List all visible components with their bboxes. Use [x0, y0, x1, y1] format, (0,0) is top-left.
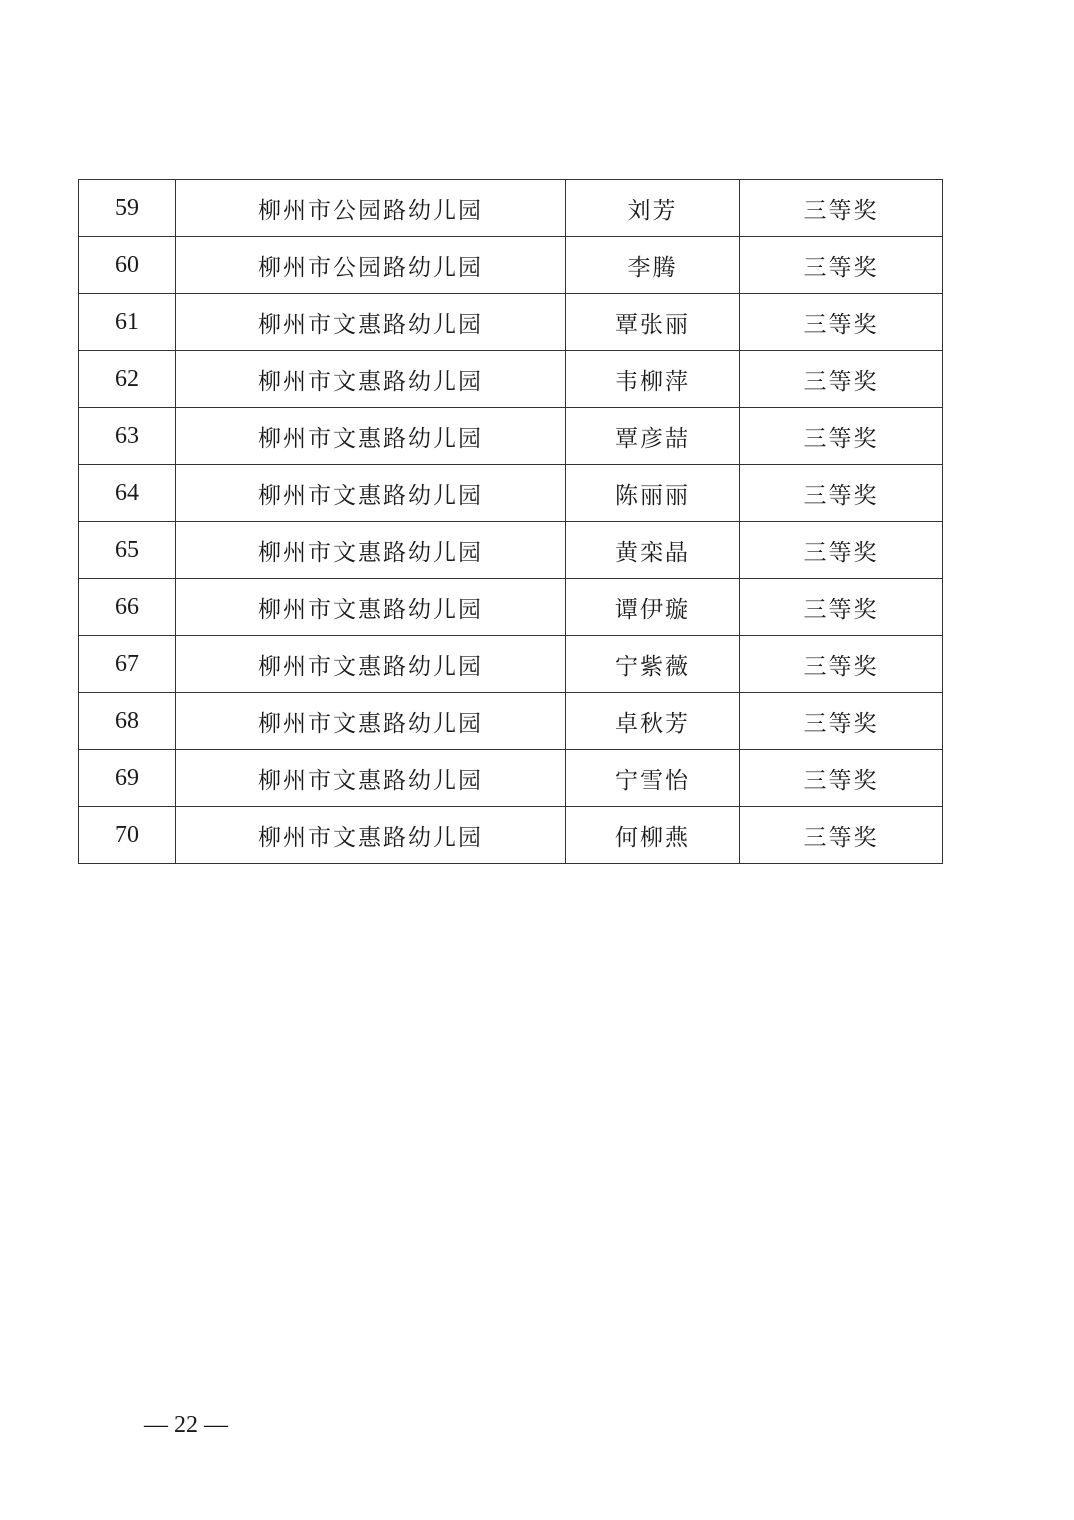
unit-name: 柳州市文惠路幼儿园: [176, 807, 566, 864]
unit-name: 柳州市公园路幼儿园: [176, 237, 566, 294]
award-level: 三等奖: [740, 465, 943, 522]
person-name: 谭伊璇: [566, 579, 740, 636]
person-name: 宁雪怡: [566, 750, 740, 807]
table-row: [79, 693, 943, 750]
unit-name: 柳州市文惠路幼儿园: [176, 579, 566, 636]
award-level: 三等奖: [740, 579, 943, 636]
unit-name: 柳州市文惠路幼儿园: [176, 294, 566, 351]
row-number: 64: [79, 465, 176, 522]
person-name: 陈丽丽: [566, 465, 740, 522]
table-row: [79, 465, 943, 522]
unit-name: 柳州市文惠路幼儿园: [176, 351, 566, 408]
person-name: 何柳燕: [566, 807, 740, 864]
award-level: 三等奖: [740, 750, 943, 807]
award-level: 三等奖: [740, 636, 943, 693]
table-row: [79, 750, 943, 807]
row-number: 62: [79, 351, 176, 408]
table-row: [79, 408, 943, 465]
table-row: [79, 180, 943, 237]
table-row: [79, 294, 943, 351]
award-level: 三等奖: [740, 294, 943, 351]
unit-name: 柳州市文惠路幼儿园: [176, 750, 566, 807]
award-level: 三等奖: [740, 237, 943, 294]
table-row: [79, 579, 943, 636]
table-row: [79, 522, 943, 579]
table-row: [79, 237, 943, 294]
person-name: 李腾: [566, 237, 740, 294]
award-level: 三等奖: [740, 693, 943, 750]
unit-name: 柳州市文惠路幼儿园: [176, 408, 566, 465]
row-number: 69: [79, 750, 176, 807]
award-table-body: [79, 180, 943, 864]
row-number: 60: [79, 237, 176, 294]
award-level: 三等奖: [740, 180, 943, 237]
person-name: 覃彦喆: [566, 408, 740, 465]
unit-name: 柳州市文惠路幼儿园: [176, 522, 566, 579]
person-name: 黄栾晶: [566, 522, 740, 579]
unit-name: 柳州市文惠路幼儿园: [176, 693, 566, 750]
table-row: [79, 351, 943, 408]
person-name: 卓秋芳: [566, 693, 740, 750]
person-name: 韦柳萍: [566, 351, 740, 408]
row-number: 63: [79, 408, 176, 465]
person-name: 覃张丽: [566, 294, 740, 351]
row-number: 67: [79, 636, 176, 693]
table-row: [79, 636, 943, 693]
unit-name: 柳州市公园路幼儿园: [176, 180, 566, 237]
row-number: 59: [79, 180, 176, 237]
unit-name: 柳州市文惠路幼儿园: [176, 465, 566, 522]
row-number: 61: [79, 294, 176, 351]
table-row: [79, 807, 943, 864]
row-number: 66: [79, 579, 176, 636]
unit-name: 柳州市文惠路幼儿园: [176, 636, 566, 693]
award-level: 三等奖: [740, 522, 943, 579]
person-name: 宁紫薇: [566, 636, 740, 693]
row-number: 65: [79, 522, 176, 579]
award-level: 三等奖: [740, 408, 943, 465]
award-level: 三等奖: [740, 807, 943, 864]
award-table: [78, 179, 943, 864]
row-number: 70: [79, 807, 176, 864]
person-name: 刘芳: [566, 180, 740, 237]
page-number: — 22 —: [144, 1412, 228, 1438]
row-number: 68: [79, 693, 176, 750]
award-level: 三等奖: [740, 351, 943, 408]
